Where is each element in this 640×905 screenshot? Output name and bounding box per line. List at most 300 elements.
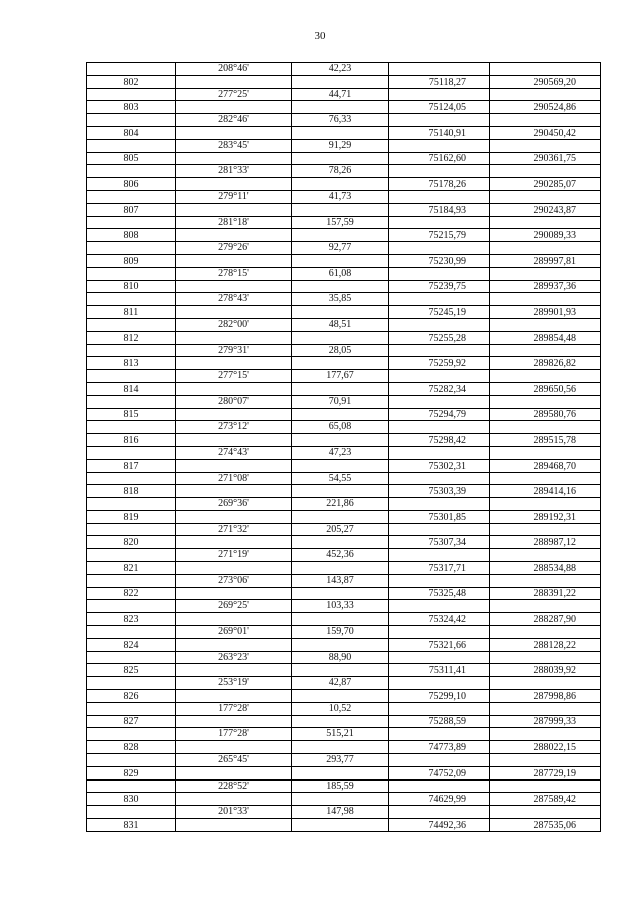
x-coordinate-cell: 75317,71: [389, 562, 490, 575]
table-row-point: [87, 690, 601, 703]
table-row-point: [87, 562, 601, 575]
direction-angle-cell: 282°46': [176, 114, 292, 127]
distance-cell: 10,52: [292, 702, 389, 715]
distance-cell: [292, 357, 389, 370]
direction-angle-cell: [176, 638, 292, 651]
x-coordinate-cell: 75140,91: [389, 126, 490, 139]
point-number-cell: [87, 549, 176, 562]
y-coordinate-cell: [490, 574, 601, 587]
y-coordinate-cell: 289826,82: [490, 357, 601, 370]
y-coordinate-cell: 289192,31: [490, 510, 601, 523]
point-number-cell: [87, 370, 176, 383]
y-coordinate-cell: [490, 318, 601, 331]
point-number-cell: 821: [87, 562, 176, 575]
y-coordinate-cell: [490, 293, 601, 306]
y-coordinate-cell: 288128,22: [490, 638, 601, 651]
direction-angle-cell: [176, 510, 292, 523]
y-coordinate-cell: [490, 754, 601, 767]
x-coordinate-cell: 75321,66: [389, 638, 490, 651]
x-coordinate-cell: 75230,99: [389, 254, 490, 267]
distance-cell: [292, 178, 389, 191]
y-coordinate-cell: 289997,81: [490, 254, 601, 267]
point-number-cell: [87, 318, 176, 331]
x-coordinate-cell: [389, 446, 490, 459]
point-number-cell: [87, 421, 176, 434]
y-coordinate-cell: 289650,56: [490, 382, 601, 395]
x-coordinate-cell: 75215,79: [389, 229, 490, 242]
x-coordinate-cell: 75184,93: [389, 203, 490, 216]
distance-cell: 48,51: [292, 318, 389, 331]
point-number-cell: [87, 216, 176, 229]
direction-angle-cell: 278°15': [176, 267, 292, 280]
direction-angle-cell: [176, 485, 292, 498]
x-coordinate-cell: [389, 677, 490, 690]
direction-angle-cell: 273°06': [176, 574, 292, 587]
direction-angle-cell: [176, 126, 292, 139]
table-row-point: [87, 178, 601, 191]
distance-cell: 76,33: [292, 114, 389, 127]
x-coordinate-cell: [389, 242, 490, 255]
point-number-cell: [87, 523, 176, 536]
table-row-segment: [87, 806, 601, 819]
y-coordinate-cell: [490, 702, 601, 715]
table-row-point: [87, 485, 601, 498]
table-row-segment: [87, 318, 601, 331]
y-coordinate-cell: [490, 600, 601, 613]
distance-cell: 88,90: [292, 651, 389, 664]
point-number-cell: [87, 702, 176, 715]
y-coordinate-cell: 290285,07: [490, 178, 601, 191]
table-row-point: [87, 331, 601, 344]
distance-cell: [292, 126, 389, 139]
direction-angle-cell: 278°43': [176, 293, 292, 306]
y-coordinate-cell: [490, 626, 601, 639]
x-coordinate-cell: [389, 574, 490, 587]
x-coordinate-cell: 75301,85: [389, 510, 490, 523]
table-row-segment: [87, 421, 601, 434]
distance-cell: 42,87: [292, 677, 389, 690]
direction-angle-cell: 273°12': [176, 421, 292, 434]
point-number-cell: [87, 190, 176, 203]
x-coordinate-cell: 75311,41: [389, 664, 490, 677]
coordinates-table-body: [87, 63, 601, 832]
direction-angle-cell: 269°01': [176, 626, 292, 639]
direction-angle-cell: 281°18': [176, 216, 292, 229]
table-row-point: [87, 203, 601, 216]
point-number-cell: [87, 114, 176, 127]
table-row-point: [87, 280, 601, 293]
x-coordinate-cell: 75288,59: [389, 715, 490, 728]
point-number-cell: [87, 395, 176, 408]
direction-angle-cell: 271°19': [176, 549, 292, 562]
x-coordinate-cell: 75282,34: [389, 382, 490, 395]
direction-angle-cell: [176, 408, 292, 421]
table-row-segment: [87, 523, 601, 536]
distance-cell: [292, 382, 389, 395]
point-number-cell: 802: [87, 75, 176, 88]
y-coordinate-cell: [490, 395, 601, 408]
table-row-segment: [87, 242, 601, 255]
table-row-segment: [87, 267, 601, 280]
x-coordinate-cell: 75162,60: [389, 152, 490, 165]
distance-cell: 91,29: [292, 139, 389, 152]
direction-angle-cell: [176, 536, 292, 549]
direction-angle-cell: [176, 382, 292, 395]
distance-cell: [292, 536, 389, 549]
y-coordinate-cell: [490, 728, 601, 741]
direction-angle-cell: [176, 613, 292, 626]
point-number-cell: 824: [87, 638, 176, 651]
y-coordinate-cell: 289937,36: [490, 280, 601, 293]
distance-cell: [292, 587, 389, 600]
distance-cell: 293,77: [292, 754, 389, 767]
table-row-segment: [87, 114, 601, 127]
direction-angle-cell: [176, 434, 292, 447]
distance-cell: 515,21: [292, 728, 389, 741]
x-coordinate-cell: [389, 806, 490, 819]
y-coordinate-cell: [490, 780, 601, 793]
x-coordinate-cell: [389, 114, 490, 127]
direction-angle-cell: 281°33': [176, 165, 292, 178]
direction-angle-cell: 269°25': [176, 600, 292, 613]
y-coordinate-cell: 289580,76: [490, 408, 601, 421]
direction-angle-cell: [176, 562, 292, 575]
y-coordinate-cell: [490, 190, 601, 203]
point-number-cell: 805: [87, 152, 176, 165]
distance-cell: [292, 613, 389, 626]
distance-cell: [292, 715, 389, 728]
direction-angle-cell: 274°43': [176, 446, 292, 459]
direction-angle-cell: 201°33': [176, 806, 292, 819]
y-coordinate-cell: [490, 498, 601, 511]
distance-cell: 157,59: [292, 216, 389, 229]
point-number-cell: 823: [87, 613, 176, 626]
point-number-cell: 808: [87, 229, 176, 242]
table-row-point: [87, 613, 601, 626]
distance-cell: 65,08: [292, 421, 389, 434]
point-number-cell: 816: [87, 434, 176, 447]
table-row-segment: [87, 780, 601, 793]
distance-cell: [292, 229, 389, 242]
x-coordinate-cell: [389, 165, 490, 178]
distance-cell: [292, 306, 389, 319]
direction-angle-cell: 208°46': [176, 63, 292, 76]
direction-angle-cell: [176, 664, 292, 677]
direction-angle-cell: [176, 306, 292, 319]
x-coordinate-cell: [389, 395, 490, 408]
direction-angle-cell: [176, 459, 292, 472]
point-number-cell: 828: [87, 741, 176, 754]
y-coordinate-cell: 289468,70: [490, 459, 601, 472]
table-row-point: [87, 229, 601, 242]
distance-cell: 28,05: [292, 344, 389, 357]
distance-cell: 177,67: [292, 370, 389, 383]
x-coordinate-cell: 75255,28: [389, 331, 490, 344]
point-number-cell: 814: [87, 382, 176, 395]
direction-angle-cell: [176, 741, 292, 754]
x-coordinate-cell: 75178,26: [389, 178, 490, 191]
direction-angle-cell: [176, 203, 292, 216]
distance-cell: 205,27: [292, 523, 389, 536]
x-coordinate-cell: [389, 600, 490, 613]
direction-angle-cell: 279°31': [176, 344, 292, 357]
table-row-point: [87, 536, 601, 549]
point-number-cell: 825: [87, 664, 176, 677]
point-number-cell: 831: [87, 819, 176, 832]
point-number-cell: 811: [87, 306, 176, 319]
point-number-cell: [87, 806, 176, 819]
point-number-cell: 820: [87, 536, 176, 549]
y-coordinate-cell: 290524,86: [490, 101, 601, 114]
x-coordinate-cell: 74752,09: [389, 766, 490, 779]
table-row-point: [87, 306, 601, 319]
x-coordinate-cell: 75259,92: [389, 357, 490, 370]
distance-cell: [292, 562, 389, 575]
distance-cell: 159,70: [292, 626, 389, 639]
direction-angle-cell: [176, 152, 292, 165]
direction-angle-cell: [176, 280, 292, 293]
direction-angle-cell: 277°15': [176, 370, 292, 383]
table-row-segment: [87, 677, 601, 690]
y-coordinate-cell: [490, 344, 601, 357]
table-row-segment: [87, 754, 601, 767]
y-coordinate-cell: 289414,16: [490, 485, 601, 498]
direction-angle-cell: 265°45': [176, 754, 292, 767]
y-coordinate-cell: 289854,48: [490, 331, 601, 344]
coordinates-table: [86, 62, 601, 832]
distance-cell: [292, 485, 389, 498]
distance-cell: 185,59: [292, 780, 389, 793]
distance-cell: [292, 331, 389, 344]
x-coordinate-cell: [389, 780, 490, 793]
distance-cell: 44,71: [292, 88, 389, 101]
distance-cell: 70,91: [292, 395, 389, 408]
point-number-cell: 830: [87, 793, 176, 806]
table-row-segment: [87, 216, 601, 229]
table-row-segment: [87, 190, 601, 203]
point-number-cell: 807: [87, 203, 176, 216]
y-coordinate-cell: 290569,20: [490, 75, 601, 88]
distance-cell: 78,26: [292, 165, 389, 178]
y-coordinate-cell: [490, 472, 601, 485]
x-coordinate-cell: [389, 651, 490, 664]
y-coordinate-cell: [490, 523, 601, 536]
y-coordinate-cell: 290361,75: [490, 152, 601, 165]
y-coordinate-cell: 288391,22: [490, 587, 601, 600]
x-coordinate-cell: [389, 267, 490, 280]
x-coordinate-cell: [389, 754, 490, 767]
point-number-cell: 806: [87, 178, 176, 191]
y-coordinate-cell: 288287,90: [490, 613, 601, 626]
point-number-cell: [87, 88, 176, 101]
direction-angle-cell: [176, 819, 292, 832]
point-number-cell: [87, 139, 176, 152]
table-row-point: [87, 741, 601, 754]
x-coordinate-cell: [389, 88, 490, 101]
table-row-point: [87, 459, 601, 472]
direction-angle-cell: [176, 690, 292, 703]
table-row-segment: [87, 446, 601, 459]
table-row-segment: [87, 498, 601, 511]
distance-cell: [292, 766, 389, 779]
point-number-cell: [87, 472, 176, 485]
table-row-point: [87, 75, 601, 88]
y-coordinate-cell: 288022,15: [490, 741, 601, 754]
x-coordinate-cell: [389, 318, 490, 331]
y-coordinate-cell: [490, 165, 601, 178]
table-row-point: [87, 408, 601, 421]
distance-cell: 221,86: [292, 498, 389, 511]
distance-cell: [292, 75, 389, 88]
direction-angle-cell: [176, 587, 292, 600]
point-number-cell: [87, 600, 176, 613]
direction-angle-cell: 228°52': [176, 780, 292, 793]
table-row-segment: [87, 574, 601, 587]
y-coordinate-cell: 290243,87: [490, 203, 601, 216]
point-number-cell: [87, 165, 176, 178]
distance-cell: [292, 434, 389, 447]
direction-angle-cell: 253°19': [176, 677, 292, 690]
point-number-cell: 803: [87, 101, 176, 114]
y-coordinate-cell: [490, 114, 601, 127]
distance-cell: 452,36: [292, 549, 389, 562]
table-row-segment: [87, 651, 601, 664]
y-coordinate-cell: [490, 139, 601, 152]
table-row-point: [87, 152, 601, 165]
distance-cell: 54,55: [292, 472, 389, 485]
y-coordinate-cell: 288039,92: [490, 664, 601, 677]
distance-cell: 61,08: [292, 267, 389, 280]
table-row-point: [87, 664, 601, 677]
direction-angle-cell: [176, 229, 292, 242]
x-coordinate-cell: 75239,75: [389, 280, 490, 293]
direction-angle-cell: 279°26': [176, 242, 292, 255]
y-coordinate-cell: [490, 677, 601, 690]
direction-angle-cell: 271°32': [176, 523, 292, 536]
table-row-point: [87, 254, 601, 267]
x-coordinate-cell: 75294,79: [389, 408, 490, 421]
direction-angle-cell: [176, 715, 292, 728]
x-coordinate-cell: [389, 523, 490, 536]
distance-cell: [292, 152, 389, 165]
point-number-cell: [87, 626, 176, 639]
y-coordinate-cell: 290089,33: [490, 229, 601, 242]
distance-cell: [292, 101, 389, 114]
y-coordinate-cell: [490, 370, 601, 383]
table-row-segment: [87, 370, 601, 383]
direction-angle-cell: 283°45': [176, 139, 292, 152]
x-coordinate-cell: [389, 421, 490, 434]
y-coordinate-cell: 289515,78: [490, 434, 601, 447]
x-coordinate-cell: 75307,34: [389, 536, 490, 549]
y-coordinate-cell: [490, 88, 601, 101]
distance-cell: [292, 280, 389, 293]
point-number-cell: [87, 780, 176, 793]
x-coordinate-cell: [389, 549, 490, 562]
y-coordinate-cell: 287589,42: [490, 793, 601, 806]
table-row-segment: [87, 395, 601, 408]
distance-cell: 103,33: [292, 600, 389, 613]
direction-angle-cell: [176, 101, 292, 114]
distance-cell: 42,23: [292, 63, 389, 76]
x-coordinate-cell: 74492,36: [389, 819, 490, 832]
x-coordinate-cell: [389, 472, 490, 485]
distance-cell: [292, 690, 389, 703]
y-coordinate-cell: 287729,19: [490, 766, 601, 779]
direction-angle-cell: 263°23': [176, 651, 292, 664]
y-coordinate-cell: 287535,06: [490, 819, 601, 832]
y-coordinate-cell: 288987,12: [490, 536, 601, 549]
table-row-segment: [87, 63, 601, 76]
distance-cell: [292, 638, 389, 651]
direction-angle-cell: 280°07': [176, 395, 292, 408]
point-number-cell: 817: [87, 459, 176, 472]
x-coordinate-cell: 75245,19: [389, 306, 490, 319]
y-coordinate-cell: [490, 267, 601, 280]
table-row-segment: [87, 549, 601, 562]
direction-angle-cell: [176, 793, 292, 806]
x-coordinate-cell: 75118,27: [389, 75, 490, 88]
direction-angle-cell: 177°28': [176, 728, 292, 741]
x-coordinate-cell: [389, 370, 490, 383]
x-coordinate-cell: 75324,42: [389, 613, 490, 626]
distance-cell: [292, 510, 389, 523]
distance-cell: [292, 819, 389, 832]
point-number-cell: 819: [87, 510, 176, 523]
distance-cell: [292, 459, 389, 472]
direction-angle-cell: 277°25': [176, 88, 292, 101]
table-row-point: [87, 126, 601, 139]
y-coordinate-cell: [490, 806, 601, 819]
distance-cell: 143,87: [292, 574, 389, 587]
distance-cell: 35,85: [292, 293, 389, 306]
point-number-cell: 826: [87, 690, 176, 703]
point-number-cell: [87, 293, 176, 306]
table-row-point: [87, 382, 601, 395]
y-coordinate-cell: [490, 446, 601, 459]
table-row-segment: [87, 472, 601, 485]
table-row-segment: [87, 344, 601, 357]
y-coordinate-cell: [490, 421, 601, 434]
distance-cell: [292, 664, 389, 677]
point-number-cell: [87, 344, 176, 357]
point-number-cell: [87, 267, 176, 280]
table-row-point: [87, 357, 601, 370]
point-number-cell: 829: [87, 766, 176, 779]
direction-angle-cell: [176, 178, 292, 191]
direction-angle-cell: [176, 254, 292, 267]
y-coordinate-cell: 287999,33: [490, 715, 601, 728]
point-number-cell: [87, 242, 176, 255]
x-coordinate-cell: [389, 190, 490, 203]
x-coordinate-cell: [389, 63, 490, 76]
table-row-point: [87, 766, 601, 779]
table-row-segment: [87, 165, 601, 178]
distance-cell: [292, 793, 389, 806]
direction-angle-cell: 279°11': [176, 190, 292, 203]
point-number-cell: [87, 574, 176, 587]
direction-angle-cell: 269°36': [176, 498, 292, 511]
x-coordinate-cell: 75325,48: [389, 587, 490, 600]
y-coordinate-cell: [490, 216, 601, 229]
point-number-cell: 812: [87, 331, 176, 344]
y-coordinate-cell: 287998,86: [490, 690, 601, 703]
point-number-cell: [87, 677, 176, 690]
y-coordinate-cell: [490, 651, 601, 664]
distance-cell: [292, 741, 389, 754]
table-row-point: [87, 819, 601, 832]
distance-cell: 41,73: [292, 190, 389, 203]
